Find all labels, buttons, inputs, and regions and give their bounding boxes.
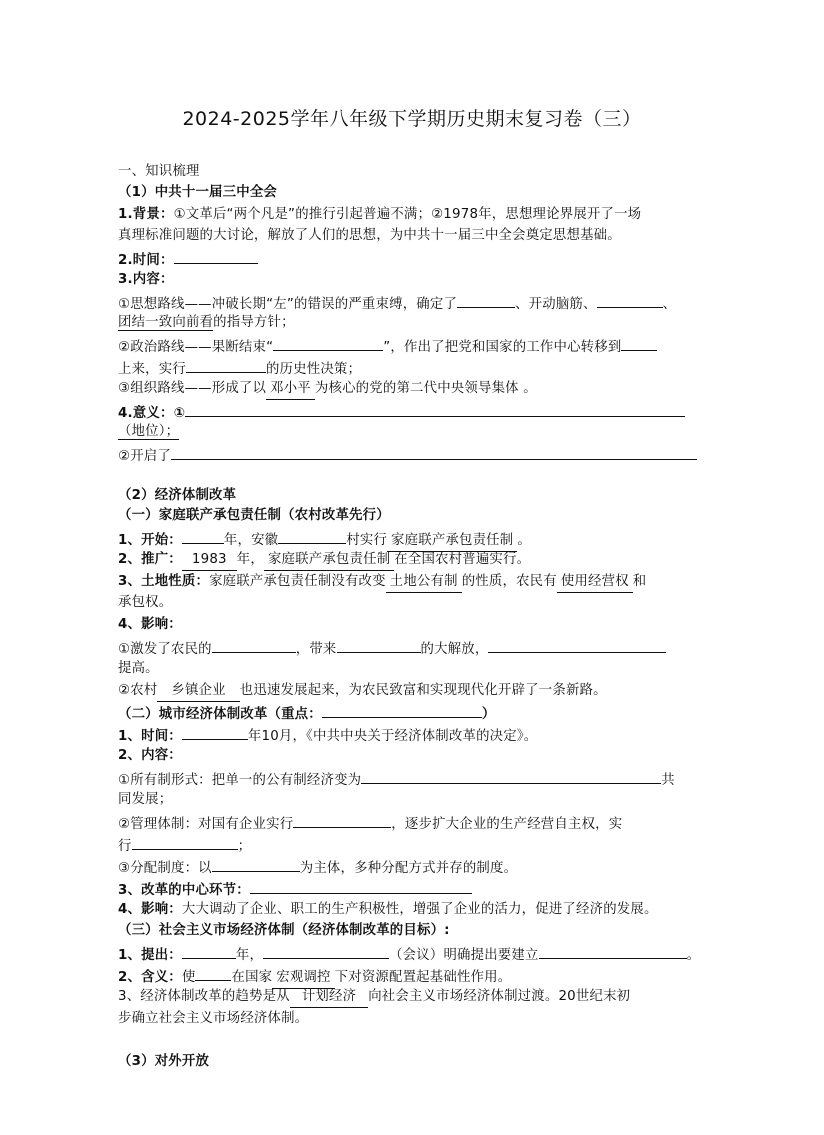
content-line — [118, 335, 708, 358]
answer-blank[interactable] — [185, 401, 685, 417]
line-text: 。 — [517, 533, 531, 548]
item-label: 4、影响： — [118, 902, 182, 917]
line-text: 上来，实行 — [118, 362, 186, 377]
answer-blank[interactable] — [322, 702, 482, 718]
answer-blank[interactable] — [182, 943, 236, 959]
content-line — [118, 768, 708, 791]
line-text: 在国家 — [231, 970, 273, 985]
content-line — [118, 987, 708, 1008]
content-line — [118, 637, 708, 660]
item-label: 1、提出： — [118, 948, 182, 963]
line-text: 村实行 — [346, 533, 388, 548]
subsection-heading: （2）经济体制改革 — [118, 488, 237, 503]
answer-blank[interactable] — [182, 528, 224, 544]
subsection-heading — [118, 702, 708, 725]
line-text: 为主体，多种分配方式并存的制度。 — [299, 861, 518, 876]
item-label: 2、内容： — [118, 748, 182, 763]
line-text: ③组织路线——形成了以 — [118, 381, 267, 396]
answer-blank[interactable] — [293, 812, 391, 828]
line-text: ①激发了农民的 — [118, 642, 212, 657]
line-text: 3、经济体制改革的趋势是从 — [118, 989, 290, 1004]
line-text: （二）城市经济体制改革（重点： — [118, 707, 322, 722]
line-text: 家庭联产承包责任制没有改变 — [209, 574, 386, 589]
content-line — [118, 313, 708, 333]
line-text: ”，作出了把党和国家的工作中心转移到 — [383, 340, 622, 355]
line-text: 共 — [661, 773, 675, 788]
answer-blank[interactable] — [250, 878, 472, 894]
subsection-heading: （一）家庭联产承包责任制（农村改革先行） — [118, 508, 390, 523]
line-text: 承包权。 — [118, 595, 173, 610]
content-line — [118, 965, 708, 989]
item-label: 4、影响： — [118, 617, 182, 632]
content-line — [118, 572, 708, 593]
answer-blank[interactable] — [621, 335, 657, 351]
content-line — [118, 943, 708, 966]
filled-answer: 家庭联产承包责任制 — [387, 531, 517, 552]
answer-blank[interactable] — [212, 856, 300, 872]
line-text: ②农村 — [118, 683, 158, 698]
line-text: 真理标准问题的大讨论，解放了人们的思想，为中共十一届三中全会奠定思想基础。 — [118, 228, 621, 243]
item-label: 3.内容： — [118, 272, 174, 287]
line-text: ①所有制形式：把单一的公有制经济变为 — [118, 773, 362, 788]
line-text: 在全国农村普遍实行。 — [394, 552, 531, 567]
answer-blank[interactable] — [174, 248, 258, 264]
page-title: 2024-2025学年八年级下学期历史期末复习卷（三） — [182, 108, 642, 130]
line-text: 提高。 — [118, 661, 159, 676]
filled-answer: 邓小平 — [266, 379, 315, 400]
answer-blank[interactable] — [337, 637, 421, 653]
answer-blank[interactable] — [182, 724, 248, 740]
line-text: 年， — [235, 948, 264, 963]
answer-blank[interactable] — [263, 943, 389, 959]
filled-answer: 家庭联产承包责任制 — [264, 550, 394, 571]
background-line — [118, 205, 708, 225]
content-line — [118, 856, 708, 879]
answer-blank[interactable] — [195, 965, 231, 981]
section-heading: 一、知识梳理 — [118, 164, 200, 179]
subsection-heading: （3）对外开放 — [118, 1054, 210, 1069]
underlined-text: （地位）； — [118, 424, 180, 439]
content-line — [118, 444, 708, 467]
line-text: 行 — [118, 839, 132, 854]
item-label: 1、时间： — [118, 729, 182, 744]
line-text: 也迅速发展起来，为农民致富和实现现代化开辟了一条新路。 — [239, 683, 607, 698]
content-line — [118, 681, 708, 702]
content-line — [118, 812, 708, 835]
line-text: 年，安徽 — [223, 533, 279, 548]
filled-answer: 1983 — [182, 550, 237, 571]
line-text: ，带来 — [295, 642, 337, 657]
content-line — [118, 357, 708, 380]
line-text: 的指导方针； — [213, 315, 295, 330]
content-line — [118, 834, 708, 857]
content-line — [118, 422, 708, 442]
answer-blank[interactable] — [488, 637, 666, 653]
underlined-text: 团结一致向前看 — [118, 315, 214, 330]
filled-answer: 土地公有制 — [386, 572, 462, 593]
line-text: ①思想路线——冲破长期“左”的错误的严重束缚，确定了 — [118, 297, 458, 312]
line-text: 、 — [662, 297, 677, 312]
line-text: ； — [237, 839, 252, 854]
line-text: ） — [481, 707, 496, 722]
filled-answer: 乡镇企业 — [157, 681, 239, 702]
line-text: ②开启了 — [118, 449, 171, 464]
content-line — [118, 724, 708, 747]
item-label: 1.背景： — [118, 207, 174, 222]
item-label: 3、改革的中心环节： — [118, 883, 250, 898]
answer-blank[interactable] — [539, 943, 687, 959]
line-text: 的大解放， — [420, 642, 489, 657]
line-text: 同发展； — [118, 792, 173, 807]
answer-blank[interactable] — [132, 834, 238, 850]
line-text: ③分配制度：以 — [118, 861, 212, 876]
line-text: 。 — [686, 948, 701, 963]
item-label: 2、推广： — [118, 552, 182, 567]
item-label: 3、土地性质： — [118, 574, 210, 589]
item-label: 1、开始： — [118, 533, 182, 548]
line-text: 年， — [236, 552, 264, 567]
line-text: 和 — [632, 574, 647, 589]
significance-line — [118, 401, 708, 424]
answer-blank[interactable] — [597, 292, 663, 308]
line-text: ②管理体制：对国有企业实行 — [118, 817, 294, 832]
answer-blank[interactable] — [278, 528, 346, 544]
line-text: 步确立社会主义市场经济体制。 — [118, 1011, 309, 1026]
content-line — [118, 379, 708, 400]
line-text: 年10月，《中共中央关于经济体制改革的决定》。 — [247, 729, 538, 744]
answer-blank[interactable] — [361, 768, 661, 784]
line-text: 为核心的党的第二代中央领导集体 。 — [314, 381, 537, 396]
content-line — [118, 292, 708, 315]
content-line — [118, 550, 708, 571]
item-label: 4.意义：① — [118, 406, 186, 421]
line-text: 的性质，农民有 — [461, 574, 557, 589]
answer-blank[interactable] — [186, 357, 266, 373]
filled-answer: 计划经济 — [290, 987, 368, 1008]
filled-answer: 使用经营权 — [557, 572, 633, 593]
line-text: ①文革后“两个凡是”的推行引起普遍不满；②1978年，思想理论界展开了一场 — [173, 207, 642, 222]
line-text: 、开动脑筋、 — [515, 297, 597, 312]
answer-blank[interactable] — [171, 444, 697, 460]
line-text: 使 — [181, 970, 196, 985]
line-text: 大大调动了企业、职工的生产积极性，增强了企业的活力，促进了经济的发展。 — [181, 902, 658, 917]
content-line — [118, 900, 708, 920]
line-text: 下对资源配置起基础性作用。 — [334, 970, 512, 985]
content-line — [118, 878, 708, 901]
answer-blank[interactable] — [212, 637, 296, 653]
answer-blank[interactable] — [273, 335, 383, 351]
answer-blank[interactable] — [457, 292, 515, 308]
line-text: ，逐步扩大企业的生产经营自主权，实 — [391, 817, 623, 832]
time-line — [118, 248, 708, 271]
subsection-heading: （三）社会主义市场经济体制（经济体制改革的目标）: — [118, 923, 450, 938]
item-label: 2.时间： — [118, 253, 174, 268]
item-label: 2、含义： — [118, 970, 182, 985]
filled-answer: 宏观调控 — [272, 968, 334, 989]
line-text: 的历史性决策； — [265, 362, 362, 377]
subsection-heading: （1）中共十一届三中全会 — [118, 185, 278, 200]
line-text: （会议）明确提出要建立 — [389, 948, 539, 963]
line-text: ②政治路线——果断结束“ — [118, 340, 274, 355]
line-text: 向社会主义市场经济体制过渡。20世纪末初 — [368, 989, 631, 1004]
content-line — [118, 528, 708, 552]
